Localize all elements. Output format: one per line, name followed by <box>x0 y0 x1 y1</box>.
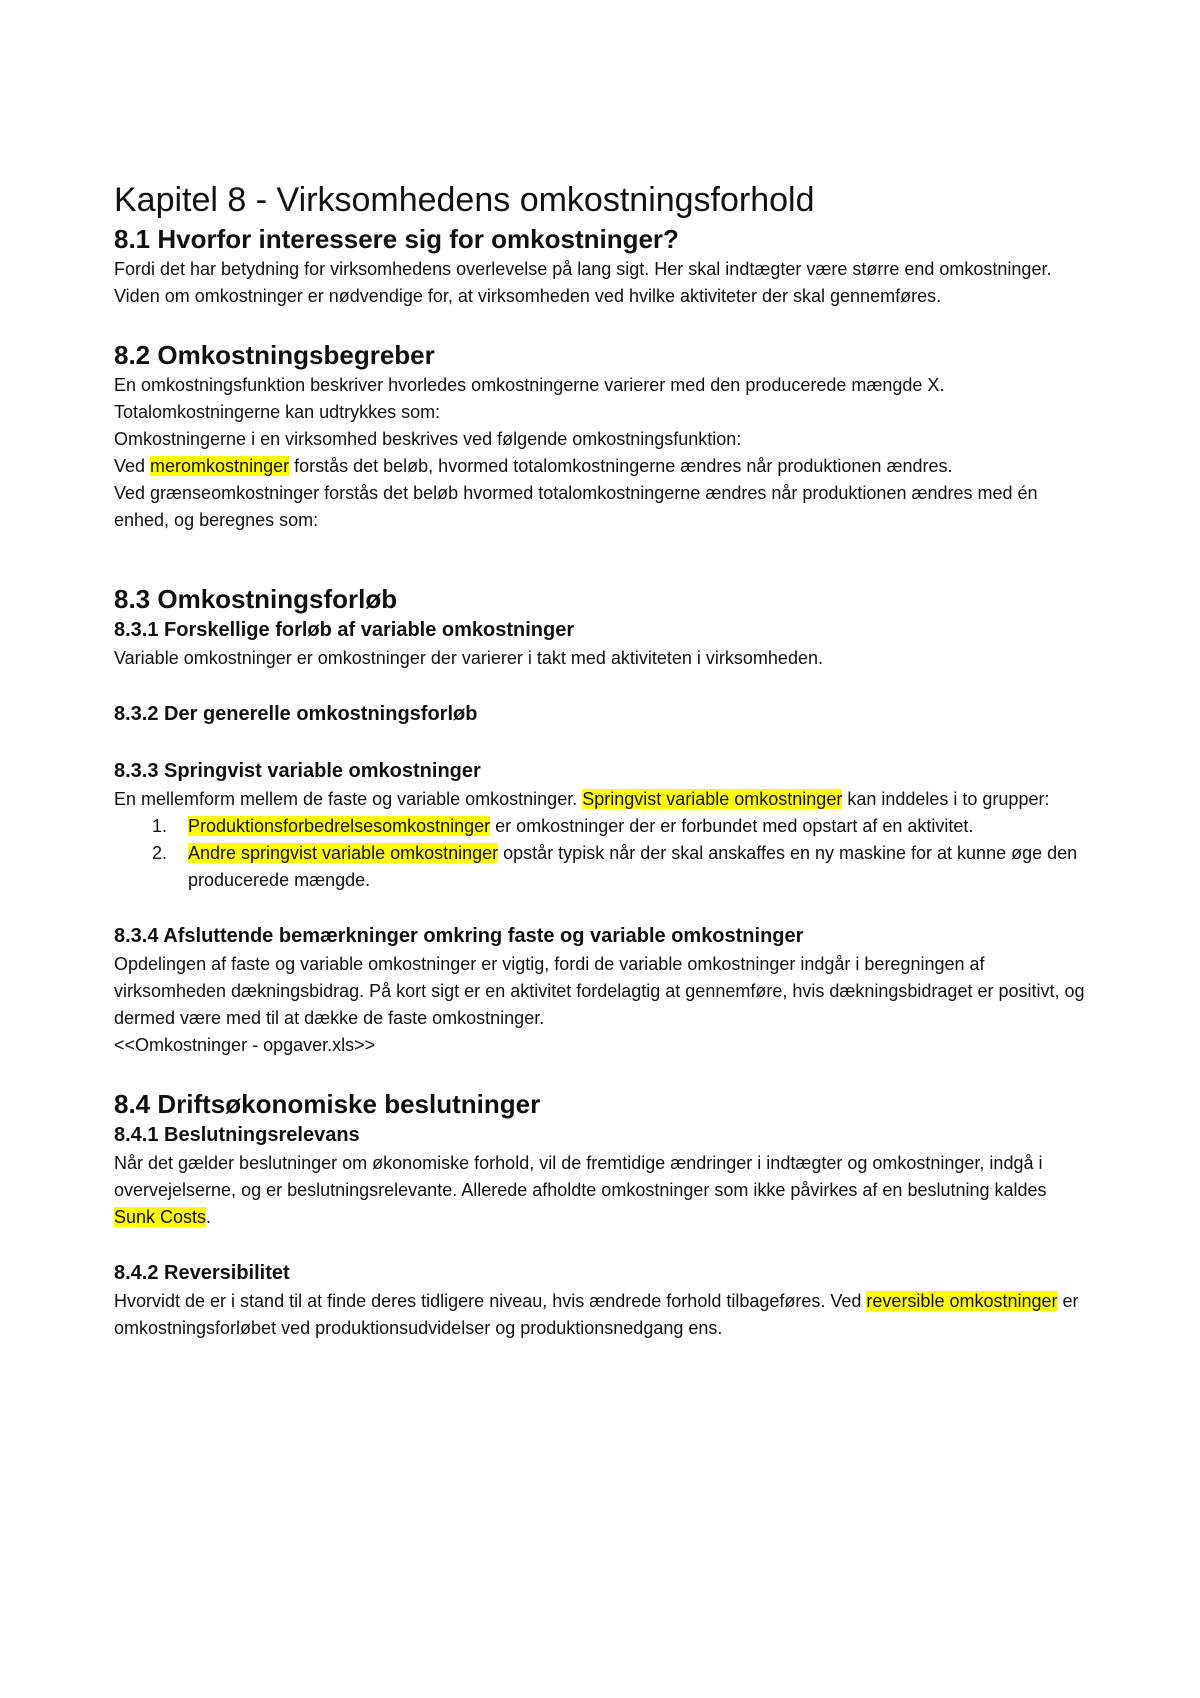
line4-pre: Ved <box>114 456 151 476</box>
list-item-highlight: Andre springvist variable omkostninger <box>188 843 499 863</box>
section-8-2-line5: Ved grænseomkostninger forstås det beløb hvormed totalomkostningerne ændres når produktionen ændres med én enhed, og beregnes som: <box>114 483 1038 530</box>
s833-pre: En mellemform mellem de faste og variable omkostninger. <box>114 789 583 809</box>
section-8-3-heading: 8.3 Omkostningsforløb <box>114 584 398 614</box>
section-8-4-1-heading: 8.4.1 Beslutningsrelevans <box>114 1124 360 1146</box>
section-8-2-heading: 8.2 Omkostningsbegreber <box>114 340 435 370</box>
section-8-2-line1: En omkostningsfunktion beskriver hvorledes omkostningerne varierer med den producerede mængde X. <box>114 375 945 395</box>
section-8-3-2-heading: 8.3.2 Der generelle omkostningsforløb <box>114 703 478 725</box>
section-8-4-1-text <box>114 1150 1089 1231</box>
list-number: 2. <box>152 843 168 863</box>
section-8-2-line2: Totalomkostningerne kan udtrykkes som: <box>114 402 441 422</box>
section-8-3-1-text: Variable omkostninger er omkostninger der varierer i takt med aktiviteten i virksomheden. <box>114 648 823 668</box>
s842-pre: Hvorvidt de er i stand til at finde deres tidligere niveau, hvis ændrede forhold tilbageføres. Ved <box>114 1291 867 1311</box>
highlight-reversible: reversible omkostninger <box>866 1291 1058 1311</box>
highlight-meromkostninger: meromkostninger <box>150 456 290 476</box>
section-8-2-line4 <box>114 453 1089 480</box>
s842-post: er omkostningsforløbet ved produktionsudvidelser og produktionsnedgang ens. <box>114 1291 1079 1338</box>
list-item <box>114 840 1089 894</box>
numbered-list <box>114 813 1089 894</box>
s833-post: kan inddeles i to grupper: <box>842 789 1050 809</box>
section-8-3-3-heading: 8.3.3 Springvist variable omkostninger <box>114 760 481 782</box>
section-8-4-2-text <box>114 1288 1089 1342</box>
chapter-title: Kapitel 8 - Virksomhedens omkostningsforhold <box>114 181 815 219</box>
list-item-text: opstår typisk når der skal anskaffes en ny maskine for at kunne øge den producerede mængde. <box>188 843 1078 890</box>
s841-post: . <box>206 1207 212 1227</box>
document-page <box>114 178 1089 1342</box>
section-8-2-line3: Omkostningerne i en virksomhed beskrives ved følgende omkostningsfunktion: <box>114 429 742 449</box>
highlight-springvist: Springvist variable omkostninger <box>582 789 843 809</box>
section-8-3-4-text: Opdelingen af faste og variable omkostninger er vigtig, fordi de variable omkostninger indgår i beregningen af virksomheden dækningsbidrag. På kort sigt er en aktivitet fordelagtig at gennemføre, hvis dækningsbidraget er positivt, og dermed være med til at dække de faste omkostninger. <box>114 954 1085 1028</box>
file-reference: <<Omkostninger - opgaver.xls>> <box>114 1035 376 1055</box>
section-8-4-2-heading: 8.4.2 Reversibilitet <box>114 1262 290 1284</box>
list-number: 1. <box>152 816 168 836</box>
section-8-1-text: Fordi det har betydning for virksomhedens overlevelse på lang sigt. Her skal indtægter være større end omkostninger. Viden om omkostninger er nødvendige for, at virksomheden ved hvilke aktiviteter der skal gennemføres. <box>114 259 1052 306</box>
section-8-1-heading: 8.1 Hvorfor interessere sig for omkostninger? <box>114 224 679 254</box>
section-8-3-4-heading: 8.3.4 Afsluttende bemærkninger omkring faste og variable omkostninger <box>114 925 804 947</box>
section-8-4-heading: 8.4 Driftsøkonomiske beslutninger <box>114 1089 541 1119</box>
section-8-3-1-heading: 8.3.1 Forskellige forløb af variable omkostninger <box>114 619 575 641</box>
line4-post: forstås det beløb, hvormed totalomkostningerne ændres når produktionen ændres. <box>289 456 953 476</box>
section-8-3-3-text <box>114 786 1089 813</box>
highlight-sunk-costs: Sunk Costs <box>114 1207 207 1227</box>
list-item-highlight: Produktionsforbedrelsesomkostninger <box>188 816 491 836</box>
list-item-text: er omkostninger der er forbundet med opstart af en aktivitet. <box>490 816 974 836</box>
list-item <box>114 813 1089 840</box>
s841-pre: Når det gælder beslutninger om økonomiske forhold, vil de fremtidige ændringer i indtægter og omkostninger, indgå i overvejelserne, og er beslutningsrelevante. Allerede afholdte omkostninger som ikke påvirkes af en beslutning kaldes <box>114 1153 1047 1200</box>
